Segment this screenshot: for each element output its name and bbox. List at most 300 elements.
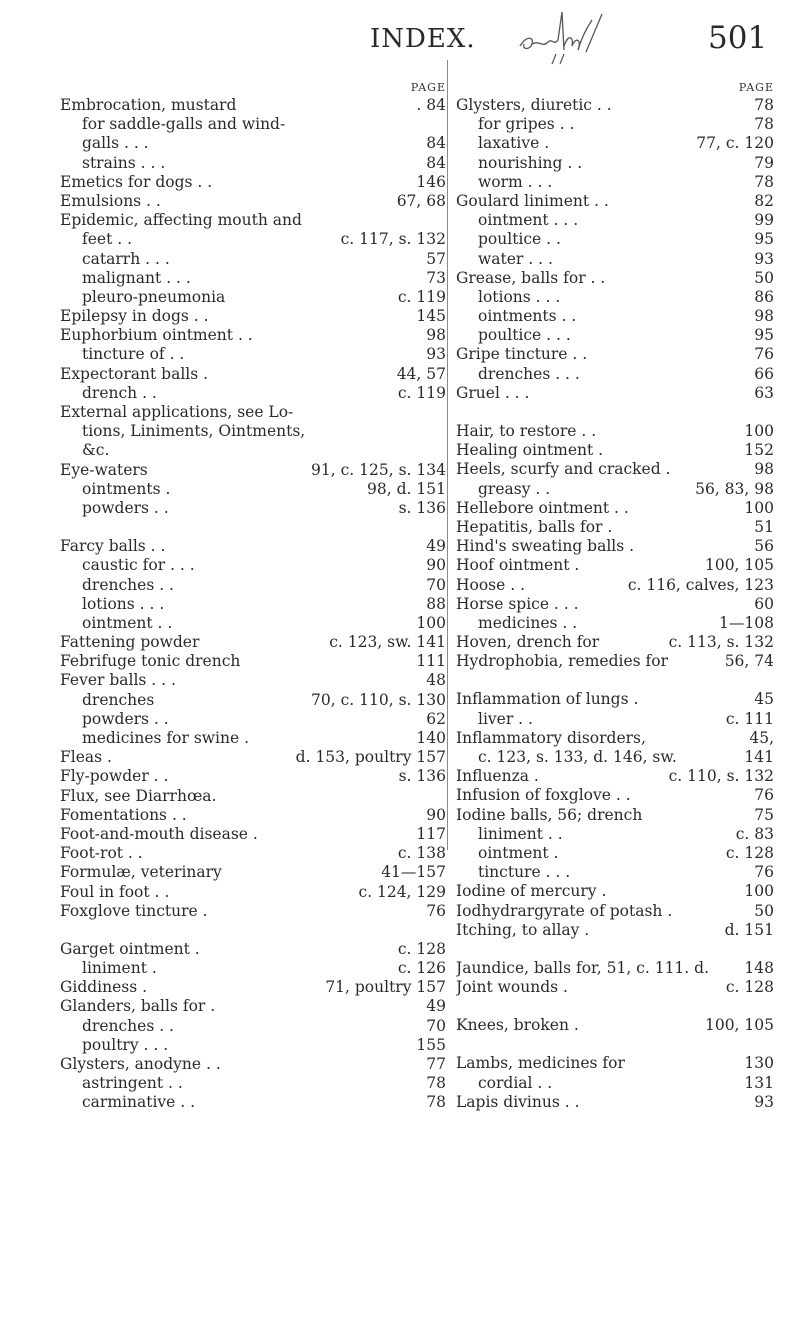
entry-term: Fattening powder [60,633,200,652]
entry-pages: c. 111 [725,709,774,728]
entry-term: Iodine balls, 56; drench [456,805,643,824]
entry-term: Hydrophobia, remedies for [456,652,669,671]
index-entry [456,959,774,978]
section-gap [456,403,774,422]
entry-pages: 95 [754,230,774,249]
entry-term: Foxglove tincture . [60,901,208,920]
entry-pages: c. 126 [397,959,446,978]
entry-pages: c. 119 [397,287,446,306]
entry-pages: 131 [744,1073,774,1092]
index-entry [456,863,774,882]
index-entry [456,652,774,671]
entry-term: Healing ointment . [456,441,604,460]
entry-term: Giddiness . [60,978,148,997]
entry-pages: 70 [426,1016,446,1035]
index-entry [456,134,774,153]
index-entry [60,1055,446,1074]
index-entry [456,844,774,863]
index-entry [60,806,446,825]
index-entry [456,173,774,192]
entry-pages: 78 [754,115,774,134]
entry-term: Emulsions . . [60,191,161,210]
index-entry [60,537,446,556]
index-entry [60,1093,446,1112]
entry-pages: 49 [426,997,446,1016]
entry-term: Euphorbium ointment . . [60,326,253,345]
entry-term: Hair, to restore . . [456,422,597,440]
entry-pages: 62 [426,709,446,728]
entry-pages: 50 [754,901,774,920]
entry-pages: c. 119 [397,383,446,402]
entry-term: Formulæ, veterinary [60,863,222,882]
entry-term: malignant . . . [82,268,191,287]
entry-term: ointment . [478,843,559,862]
entry-pages: 111 [416,652,446,671]
page-column-label: PAGE [738,81,774,94]
index-entry [60,767,446,786]
entry-pages: 76 [754,345,774,364]
entry-term: Hoof ointment . [456,556,580,575]
section-gap [60,921,446,940]
entry-term: strains . . . [82,153,166,172]
index-entry [456,288,774,307]
index-entry [60,115,446,134]
entry-term: Hellebore ointment . . [456,498,629,517]
entry-pages: d. 153, poultry 157 [295,748,446,767]
entry-pages: 70 [426,575,446,594]
index-entry [60,211,446,230]
entry-pages: d. 151 [724,920,774,939]
entry-pages: s. 136 [398,767,446,786]
entry-term: for saddle-galls and wind- [82,115,286,134]
entry-term: Hind's sweating balls . [456,537,635,556]
entry-term: Joint wounds . [456,978,568,997]
entry-term: Foot-rot . . [60,844,143,863]
entry-term: Glanders, balls for . [60,997,216,1016]
index-entry [60,192,446,211]
entry-term: Infusion of foxglove . . [456,786,631,805]
index-entry [456,921,774,940]
index-entry [456,1093,774,1112]
entry-term: Knees, broken . [456,1016,579,1035]
entry-term: Emetics for dogs . . [60,172,213,191]
index-entry [60,134,446,153]
entry-term: poultice . . . [478,326,571,345]
entry-term: greasy . . [478,479,551,498]
entry-pages: 130 [744,1054,774,1073]
index-entry [60,96,446,115]
entry-pages: 82 [754,191,774,210]
index-entry [60,154,446,173]
entry-term: Fleas . [60,748,112,767]
section-gap [60,518,446,537]
entry-term: liver . . [478,709,533,728]
entry-pages: 100, 105 [704,556,774,575]
index-entry [456,441,774,460]
entry-term: Epilepsy in dogs . . [60,307,209,326]
index-entry [60,365,446,384]
index-entry [60,326,446,345]
page-column-label: PAGE [410,81,446,94]
entry-pages: c. 110, s. 132 [668,767,774,786]
entry-term: Influenza . [456,767,539,786]
index-entry [456,345,774,364]
entry-pages: 100, 105 [704,1016,774,1035]
entry-pages: s. 136 [398,498,446,517]
entry-term: Itching, to allay . [456,920,590,939]
index-entry [60,384,446,403]
index-entry [60,403,446,422]
entry-term: carminative . . [82,1093,196,1112]
entry-term: tincture . . . [478,863,571,882]
entry-pages: 41—157 [381,863,446,882]
running-title: INDEX. [370,24,476,54]
entry-pages: 79 [754,153,774,172]
entry-term: Gripe tincture . . [456,345,588,364]
index-entry [60,441,446,460]
entry-pages: 99 [754,211,774,230]
entry-pages: 84 [426,153,446,172]
entry-pages: 98 [426,326,446,345]
left-column [60,80,446,1113]
entry-term: Goulard liniment . . [456,191,609,210]
entry-term: Eye-waters [60,460,148,479]
index-entry [60,671,446,690]
entry-term: Inflammation of lungs . [456,690,639,709]
index-entry [456,537,774,556]
index-entry [456,250,774,269]
entry-term: Inflammatory disorders, [456,728,646,747]
entry-term: for gripes . . [478,115,575,134]
entry-term: Fly-powder . . [60,767,169,786]
index-entry [456,556,774,575]
entry-pages: c. 123, sw. 141 [329,633,446,652]
entry-term: powders . . [82,498,169,517]
section-gap [456,940,774,959]
index-entry [60,825,446,844]
entry-term: galls . . . [82,134,149,153]
entry-pages: 56, 83, 98 [695,479,774,498]
section-gap [456,671,774,690]
index-entry [456,767,774,786]
entry-pages: 76 [754,863,774,882]
entry-pages: 93 [754,1092,774,1111]
entry-pages: 88 [426,594,446,613]
index-entry [60,250,446,269]
index-entry [60,345,446,364]
index-entry [456,576,774,595]
entry-term: Heels, scurfy and cracked . [456,460,671,479]
entry-term: Jaundice, balls for, 51, c. 111. d. [456,958,709,977]
entry-term: Hepatitis, balls for . [456,517,613,536]
entry-term: tincture of . . [82,345,185,364]
entry-pages: 95 [754,326,774,345]
entry-pages: 155 [416,1035,446,1054]
index-entry [456,902,774,921]
entry-pages: 145 [416,307,446,326]
entry-pages: c. 113, s. 132 [668,633,774,652]
entry-pages: c. 138 [397,844,446,863]
index-entry [60,940,446,959]
entry-term: catarrh . . . [82,249,170,268]
section-gap [456,1035,774,1054]
index-entry [60,883,446,902]
section-gap [456,997,774,1016]
right-column [456,80,774,1112]
index-entry [456,96,774,115]
entry-pages: 100 [744,422,774,440]
entry-pages: 98, d. 151 [367,479,446,498]
index-entry [456,786,774,805]
index-entry [456,365,774,384]
entry-term: medicines for swine . [82,729,250,747]
entry-term: drenches [82,690,155,709]
entry-pages: 67, 68 [396,191,446,210]
index-entry [60,480,446,499]
index-entry [60,1074,446,1093]
entry-pages: 76 [426,901,446,920]
entry-term: Fever balls . . . [60,671,176,690]
entry-term: poultry . . . [82,1035,169,1054]
entry-pages: 70, c. 110, s. 130 [311,690,446,709]
entry-pages: 78 [426,1093,446,1112]
entry-term: External applications, see Lo- [60,403,294,421]
index-entry [456,633,774,652]
index-entry [60,863,446,882]
entry-term: ointments . . [478,307,577,326]
entry-term: Farcy balls . . [60,537,166,556]
entry-term: laxative . [478,134,550,153]
index-entry [456,307,774,326]
entry-term: Glysters, diuretic . . [456,96,612,114]
entry-pages: 148 [744,958,774,977]
index-entry [456,1074,774,1093]
index-entry [456,211,774,230]
entry-pages: . 84 [416,96,446,114]
entry-pages: 90 [426,556,446,575]
entry-pages: 77, c. 120 [696,134,774,153]
entry-pages: 60 [754,594,774,613]
entry-term: Fomentations . . [60,805,187,824]
entry-pages: 84 [426,134,446,153]
entry-term: nourishing . . [478,153,583,172]
index-entry [456,154,774,173]
entry-pages: 100 [744,498,774,517]
entry-pages: 71, poultry 157 [325,978,446,997]
index-entry [60,691,446,710]
index-entry [60,230,446,249]
index-entry [456,192,774,211]
entry-term: Embrocation, mustard [60,96,237,114]
index-entry [60,307,446,326]
entry-term: Gruel . . . [456,383,530,402]
index-entry [456,595,774,614]
entry-pages: 78 [754,96,774,114]
index-entry [60,288,446,307]
index-entry [60,652,446,671]
entry-term: worm . . . [478,172,553,191]
entry-pages: 48 [426,671,446,690]
entry-term: cordial . . [478,1073,553,1092]
right-entries-list [456,96,774,1112]
entry-term: Horse spice . . . [456,594,579,613]
index-entry [456,806,774,825]
page-header [0,6,800,76]
entry-term: Expectorant balls . [60,364,209,383]
entry-term: tions, Liniments, Ointments, [82,422,306,441]
entry-pages: 100 [416,613,446,632]
entry-pages: 78 [426,1074,446,1093]
index-entry [60,997,446,1016]
index-entry [60,1036,446,1055]
index-entry [456,1016,774,1035]
index-entry [60,422,446,441]
entry-term: Iodine of mercury . [456,882,607,901]
entry-term: astringent . . [82,1074,183,1093]
column-divider [447,60,448,850]
entry-term: &c. [82,441,110,460]
index-entry [60,844,446,863]
entry-pages: 73 [426,268,446,287]
page-number: 501 [708,20,768,56]
entry-term: Grease, balls for . . [456,268,606,287]
entry-pages: 63 [754,383,774,402]
index-entry [60,1017,446,1036]
index-entry [60,595,446,614]
entry-pages: c. 83 [735,824,774,843]
entry-term: Garget ointment . [60,939,200,958]
entry-term: ointment . . . [478,211,579,230]
entry-pages: c. 124, 129 [358,882,446,901]
index-entry [60,556,446,575]
entry-pages: 66 [754,364,774,383]
entry-pages: 44, 57 [396,364,446,383]
entry-pages: c. 128 [397,939,446,958]
entry-pages: 49 [426,537,446,556]
index-entry [60,978,446,997]
entry-pages: 56, 74 [724,652,774,671]
index-entry [456,326,774,345]
entry-term: feet . . [82,230,133,249]
entry-term: Foul in foot . . [60,882,170,901]
index-entry [60,902,446,921]
entry-pages: 117 [416,824,446,843]
entry-pages: 86 [754,287,774,306]
entry-pages: 45 [754,690,774,709]
entry-term: drenches . . [82,575,174,594]
entry-term: Foot-and-mouth disease . [60,824,258,843]
entry-term: drench . . [82,383,157,402]
index-entry [456,710,774,729]
entry-pages: 98 [754,307,774,326]
entry-pages: 1—108 [719,613,774,632]
entry-pages: 51 [754,517,774,536]
entry-term: Lapis divinus . . [456,1092,580,1111]
entry-pages: 76 [754,786,774,805]
entry-term: lotions . . . [478,287,561,306]
entry-term: lotions . . . [82,594,165,613]
entry-pages: 45, [749,728,774,747]
entry-pages: 93 [426,345,446,364]
index-entry [60,748,446,767]
index-entry [456,230,774,249]
entry-term: Hoose . . [456,575,526,594]
index-entry [60,614,446,633]
index-entry [60,959,446,978]
index-entry [60,710,446,729]
index-entry [456,978,774,997]
index-entry [60,173,446,192]
entry-pages: 93 [754,249,774,268]
index-entry [60,499,446,518]
entry-pages: 57 [426,249,446,268]
entry-term: water . . . [478,249,553,268]
index-entry [456,729,774,748]
entry-pages: 56 [754,537,774,556]
index-entry [456,384,774,403]
entry-term: caustic for . . . [82,556,195,575]
entry-pages: 140 [416,729,446,747]
index-entry [456,269,774,288]
entry-pages: 50 [754,268,774,287]
handwritten-signature [512,6,612,66]
entry-pages: 91, c. 125, s. 134 [311,460,446,479]
index-entry [60,729,446,748]
entry-term: pleuro-pneumonia [82,287,226,306]
entry-term: powders . . [82,709,169,728]
entry-term: medicines . . [478,613,578,632]
entry-pages: 146 [416,172,446,191]
index-entry [456,825,774,844]
entry-pages: 90 [426,805,446,824]
entry-term: Febrifuge tonic drench [60,652,241,671]
index-entry [456,499,774,518]
entry-pages: 98 [754,460,774,479]
index-entry [60,269,446,288]
index-entry [456,480,774,499]
entry-term: Flux, see Diarrhœa. [60,786,217,805]
index-entry [60,576,446,595]
index-entry [456,115,774,134]
index-entry [456,460,774,479]
entry-term: liniment . [82,959,157,978]
entry-pages: c. 117, s. 132 [340,230,446,249]
entry-term: Lambs, medicines for [456,1054,625,1073]
entry-term: ointment . . [82,613,173,632]
index-entry [456,690,774,709]
index-entry [456,614,774,633]
index-entry [456,748,774,767]
entry-pages: 152 [744,441,774,460]
entry-pages: 77 [426,1055,446,1073]
index-entry [60,461,446,480]
entry-pages: c. 128 [725,978,774,997]
entry-pages: 78 [754,172,774,191]
entry-term: Hoven, drench for [456,633,600,652]
entry-pages: 75 [754,805,774,824]
index-entry [60,787,446,806]
entry-term: c. 123, s. 133, d. 146, sw. [478,748,677,766]
entry-term: Iodhydrargyrate of potash . [456,901,673,920]
index-entry [456,882,774,901]
entry-term: drenches . . . [478,364,580,383]
index-entry [456,518,774,537]
left-entries-list [60,96,446,1113]
entry-pages: 100 [744,882,774,901]
entry-term: drenches . . [82,1016,174,1035]
entry-pages: c. 128 [725,843,774,862]
entry-pages: c. 116, calves, 123 [627,575,774,594]
